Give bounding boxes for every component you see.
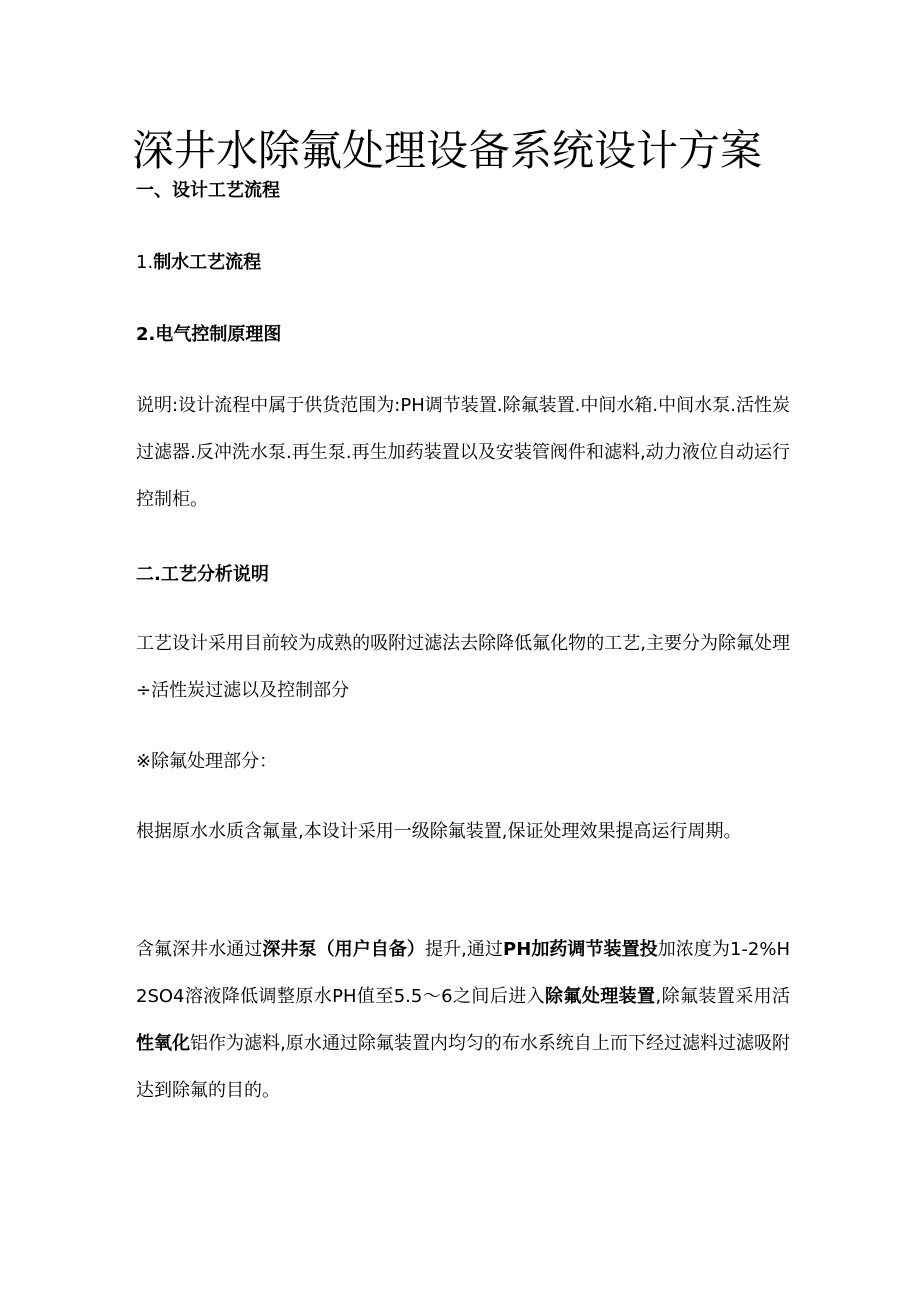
treatment-text-3: 加浓度为1-2%H2SO4溶液降低调整原水PH值至5.5～6之间后进入 (136, 939, 791, 1007)
treatment-text-4: ,除氟装置采用活 (655, 986, 790, 1007)
note-paragraph: 说明:设计流程中属于供货范围为:PH调节装置.除氟装置.中间水箱.中间水泵.活性炭过滤器.反冲洗水泵.再生泵.再生加药装置以及安装管阀件和滤料,动力液位自动运行控制柜。 (136, 395, 790, 510)
treatment-bold-defluoridation-device: 除氟处理装置 (545, 986, 656, 1007)
treatment-text-1: 含氟深井水通过 (136, 939, 263, 960)
treatment-bold-activated-oxide: 性氧化 (136, 1033, 191, 1054)
treatment-bold-ph-device: PH加药调节装置投 (503, 939, 658, 960)
subsection-number: 2. (136, 324, 156, 345)
defluoridation-subheading: ※除氟处理部分： (136, 751, 278, 772)
subsection-text: 电气控制原理图 (155, 324, 282, 345)
document-title: 深井水除氟处理设备系统设计方案 (132, 126, 763, 175)
process-paragraph: 工艺设计采用目前较为成熟的吸附过滤法去除降低氟化物的工艺,主要分为除氟处理÷活性炭过滤以及控制部分 (136, 633, 790, 701)
subsection-water-process (136, 250, 261, 276)
subsection-number: 1. (136, 252, 154, 273)
treatment-paragraph (136, 926, 790, 1114)
raw-water-paragraph: 根据原水水质含氟量,本设计采用一级除氟装置,保证处理效果提高运行周期。 (136, 821, 742, 842)
section-heading-process-analysis: 二.工艺分析说明 (136, 564, 269, 585)
section-heading-design-process: 一、设计工艺流程 (136, 180, 280, 201)
subsection-electrical-diagram (136, 322, 281, 348)
subsection-text: 制水工艺流程 (153, 252, 262, 273)
treatment-text-5: 铝作为滤料,原水通过除氟装置内均匀的布水系统自上而下经过滤料过滤吸附达到除氟的目的。 (136, 1033, 791, 1101)
treatment-text-2: 提升,通过 (424, 939, 503, 960)
treatment-bold-deep-well-pump: 深井泵（用户自备） (262, 939, 425, 960)
